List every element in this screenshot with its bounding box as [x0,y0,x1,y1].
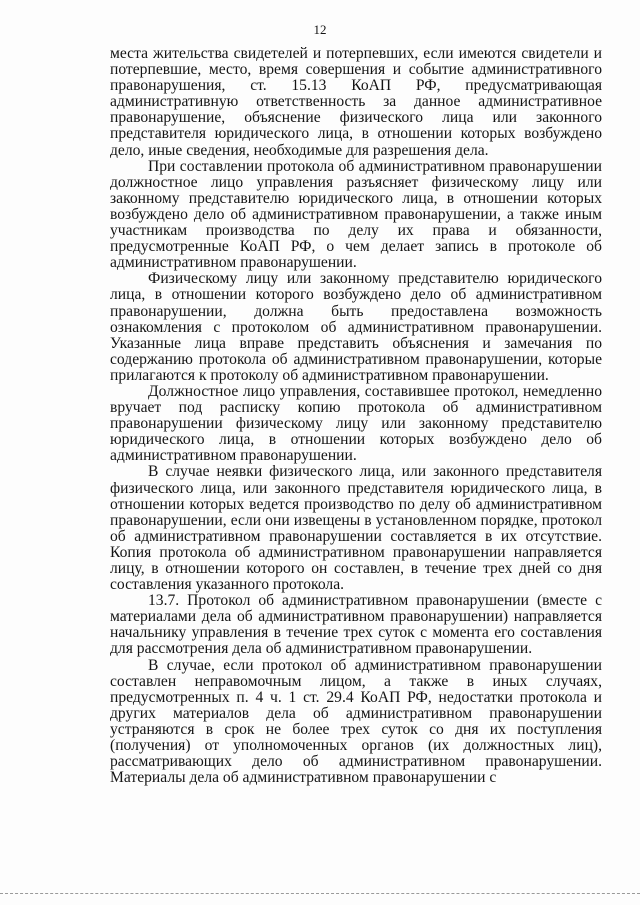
paragraph-6: 13.7. Протокол об административном правонарушении (вместе с материалами дела об административном правонарушении) направляется начальнику управления в течение трех суток с момента его составления для рассмотрения дела об административном правонарушении. [110,592,602,658]
paragraph-2: При составлении протокола об административном правонарушении должностное лицо управления разъясняет физическому лицу или законному представителю юридического лица, в отношении которых возбуждено дело об административном правонарушении, а также иным участникам производства по делу их права и обязанности, предусмотренные КоАП РФ, о чем делает запись в протоколе об административном правонарушении. [110,157,602,272]
paragraph-5: В случае неявки физического лица, или законного представителя физического лица, или законного представителя юридического лица, в отношении которых ведется производство по делу об административном правонарушении, если они извещены в установленном порядке, протокол об административном правонарушении составляется в их отсутствие. Копия протокола об административном правонарушении направляется лицу, в отношении которого он составлен, в течение трех дней со дня составления указанного протокола. [110,463,602,594]
paragraph-7: В случае, если протокол об административном правонарушении составлен неправомочным лицом, а также в иных случаях, предусмотренных п. 4 ч. 1 ст. 29.4 КоАП РФ, недостатки протокола и других материалов дела об административном правонарушении устраняются в срок не более трех суток со дня их поступления (получения) от уполномоченных органов (их должностных лиц), рассматривающих дело об административном правонарушении. Материалы дела об административном правонарушении с [110,656,602,787]
footer-rule [0,893,640,894]
document-body [110,46,602,786]
page-number: 12 [313,22,327,37]
paragraph-4: Должностное лицо управления, составившее протокол, немедленно вручает под расписку копию протокола об административном правонарушении физическому лицу или законному представителю юридического лица, в отношении которых возбуждено дело об административном правонарушении. [110,382,602,465]
paragraph-1: места жительства свидетелей и потерпевших, если имеются свидетели и потерпевшие, место, время совершения и событие административного правонарушения, ст. 15.13 КоАП РФ, предусматривающая административную ответственность за данное административное правонарушение, объяснение физического лица или законного представителя юридического лица, в отношении которых возбуждено дело, иные сведения, необходимые для разрешения дела. [110,45,602,159]
paragraph-3: Физическому лицу или законному представителю юридического лица, в отношении которого возбуждено дело об административном правонарушении, должна быть предоставлена возможность ознакомления с протоколом об административном правонарушении. Указанные лица вправе представить объяснения и замечания по содержанию протокола об административном правонарушении, которые прилагаются к протоколу об административном правонарушении. [110,270,602,384]
